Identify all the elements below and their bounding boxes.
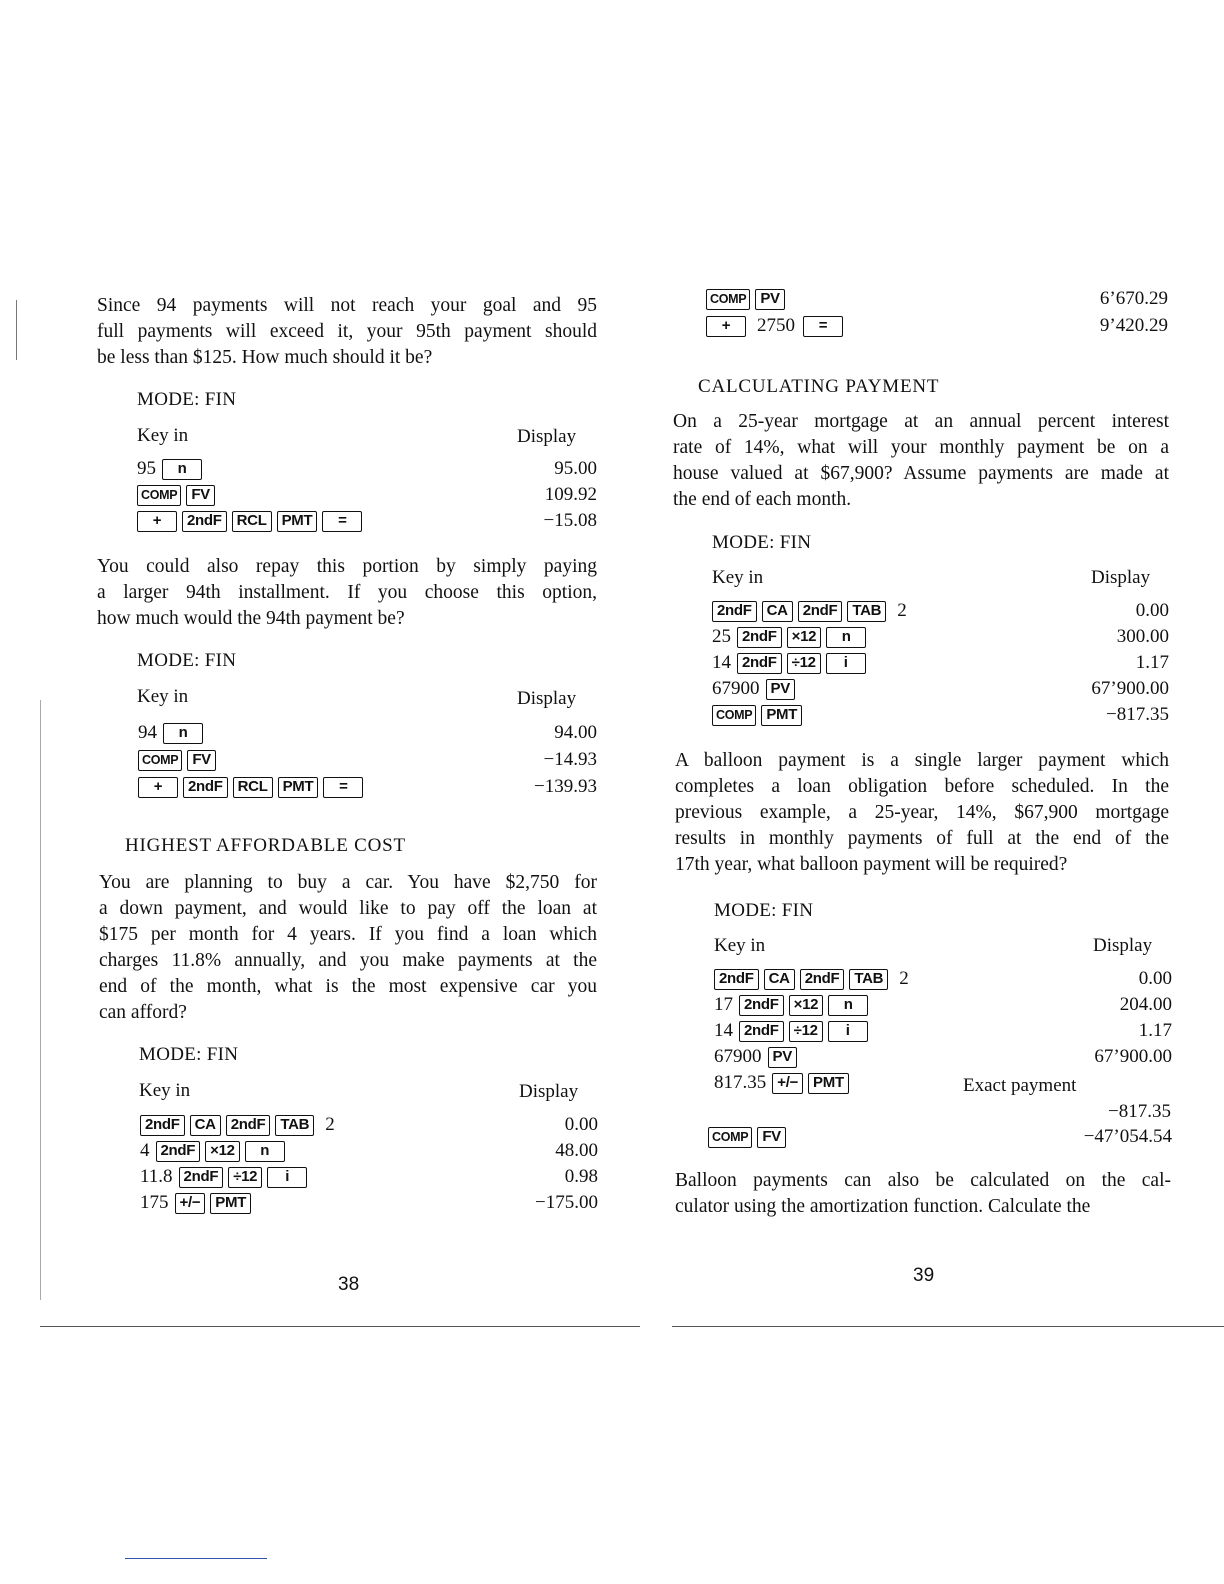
display-value: 1.17 — [1138, 1020, 1172, 1041]
key-sequence — [138, 747, 221, 773]
keystroke-row — [140, 1112, 598, 1138]
mode-label: MODE: FIN — [137, 650, 237, 671]
tab-key[interactable]: TAB — [275, 1115, 314, 1136]
blue-underline-mark — [125, 1558, 267, 1559]
intro-paragraph — [97, 293, 597, 371]
text-line: charges 11.8% annually, and you make payments at the — [99, 950, 597, 971]
display-header: Display — [517, 426, 577, 447]
display-header: Display — [519, 1081, 579, 1102]
section-heading: HIGHEST AFFORDABLE COST — [125, 835, 406, 856]
2ndf-key[interactable]: 2ndF — [798, 601, 843, 622]
pmt-key[interactable]: PMT — [278, 777, 319, 798]
key-sequence — [708, 1124, 791, 1150]
display-value: 0.00 — [1138, 968, 1172, 989]
display-value: 94.00 — [554, 722, 597, 743]
sign-change-key[interactable]: +/− — [772, 1073, 803, 1094]
key-sequence — [714, 1070, 854, 1096]
text-line: You could also repay this portion by simply paying — [97, 556, 597, 577]
display-value: −47’054.54 — [1083, 1126, 1172, 1147]
i-key[interactable]: i — [826, 653, 866, 674]
keystroke-row — [140, 1164, 598, 1190]
text-line: On a 25-year mortgage at an annual percent interest — [673, 411, 1169, 432]
key-sequence — [137, 508, 367, 534]
key-sequence — [712, 676, 800, 702]
display-value: 0.00 — [1135, 600, 1169, 621]
key-in-header: Key in — [714, 935, 766, 956]
ca-key[interactable]: CA — [764, 969, 795, 990]
entry-number: 2 — [899, 968, 909, 989]
key-sequence — [714, 1044, 802, 1070]
display-value: 67’900.00 — [1091, 678, 1169, 699]
plus-key[interactable]: + — [138, 777, 178, 798]
text-line: A balloon payment is a single larger payment which — [675, 750, 1169, 771]
page-bottom-rule — [40, 1326, 640, 1327]
key-sequence — [140, 1112, 343, 1138]
keystroke-row — [137, 482, 597, 508]
keystroke-row — [706, 313, 1168, 339]
pmt-key[interactable]: PMT — [761, 705, 802, 726]
text-line: completes a loan obligation before scheduled. In the — [675, 776, 1169, 797]
entry-number: 94 — [138, 722, 157, 743]
key-sequence — [140, 1190, 256, 1216]
key-sequence — [140, 1164, 312, 1190]
keystroke-row — [714, 1070, 1172, 1096]
text-line: $175 per month for 4 years. If you find a loan which — [99, 924, 597, 945]
display-value: −817.35 — [1106, 704, 1169, 725]
display-value: −175.00 — [535, 1192, 598, 1213]
key-sequence — [712, 702, 807, 728]
display-value: 9’420.29 — [1099, 315, 1168, 336]
div12-key[interactable]: ÷12 — [789, 1021, 823, 1042]
pmt-key[interactable]: PMT — [277, 511, 318, 532]
key-sequence — [137, 482, 220, 508]
times12-key[interactable]: ×12 — [205, 1141, 240, 1162]
keystroke-row — [708, 1124, 1172, 1150]
display-value: 109.92 — [544, 484, 597, 505]
entry-number: 17 — [714, 994, 733, 1015]
text-line: house valued at $67,900? Assume payments are made at — [673, 463, 1169, 484]
text-line: Balloon payments can also be calculated on the cal- — [675, 1170, 1171, 1191]
key-sequence — [706, 286, 790, 312]
pmt-key[interactable]: PMT — [808, 1073, 849, 1094]
page-number: 38 — [338, 1274, 360, 1295]
keystroke-row — [138, 747, 597, 773]
text-line: 17th year, what balloon payment will be required? — [675, 854, 1068, 875]
2ndf-key[interactable]: 2ndF — [140, 1115, 185, 1136]
mode-label: MODE: FIN — [139, 1044, 239, 1065]
key-sequence — [140, 1138, 290, 1164]
n-key[interactable]: n — [163, 723, 203, 744]
equals-key[interactable]: = — [803, 316, 843, 337]
keystroke-row — [714, 1044, 1172, 1070]
display-value: 48.00 — [555, 1140, 598, 1161]
display-value: 67’900.00 — [1094, 1046, 1172, 1067]
entry-number: 175 — [140, 1192, 169, 1213]
rcl-key[interactable]: RCL — [233, 777, 273, 798]
display-value: 0.98 — [564, 1166, 598, 1187]
mode-label: MODE: FIN — [137, 389, 237, 410]
div12-key[interactable]: ÷12 — [787, 653, 821, 674]
key-in-header: Key in — [137, 425, 189, 446]
keystroke-row — [712, 650, 1169, 676]
text-line: results in monthly payments of full at the end of the — [675, 828, 1169, 849]
i-key[interactable]: i — [828, 1021, 868, 1042]
div12-key[interactable]: ÷12 — [228, 1167, 262, 1188]
display-header: Display — [1093, 935, 1153, 956]
entry-number: 817.35 — [714, 1072, 767, 1093]
n-key[interactable]: n — [245, 1141, 285, 1162]
key-sequence — [138, 774, 368, 800]
text-line: culator using the amortization function. Calculate the — [675, 1196, 1091, 1217]
pv-key[interactable]: PV — [755, 289, 784, 310]
2ndf-key[interactable]: 2ndF — [712, 601, 757, 622]
key-sequence — [714, 1018, 873, 1044]
n-key[interactable]: n — [826, 627, 866, 648]
ca-key[interactable]: CA — [190, 1115, 221, 1136]
text-line: can afford? — [99, 1002, 187, 1023]
key-sequence — [137, 456, 207, 482]
2ndf-key[interactable]: 2ndF — [739, 995, 784, 1016]
plus-key[interactable]: + — [137, 511, 177, 532]
keystroke-row — [706, 286, 1168, 312]
section-heading: CALCULATING PAYMENT — [698, 376, 940, 397]
text-line: how much would the 94th payment be? — [97, 608, 405, 629]
key-sequence — [706, 313, 848, 339]
car-paragraph — [99, 870, 597, 1026]
scan-margin-mark — [40, 700, 41, 1300]
pv-key[interactable]: PV — [768, 1047, 797, 1068]
equals-key[interactable]: = — [322, 511, 362, 532]
pmt-key[interactable]: PMT — [210, 1193, 251, 1214]
text-line: You are planning to buy a car. You have $2,750 for — [99, 872, 597, 893]
keystroke-row — [712, 624, 1169, 650]
sign-change-key[interactable]: +/− — [175, 1193, 206, 1214]
text-line: rate of 14%, what will your monthly payment be on a — [673, 437, 1169, 458]
display-value: 1.17 — [1135, 652, 1169, 673]
2ndf-key[interactable]: 2ndF — [156, 1141, 201, 1162]
n-key[interactable]: n — [162, 459, 202, 480]
exact-payment-value: −817.35 — [1108, 1101, 1171, 1122]
tab-key[interactable]: TAB — [847, 601, 886, 622]
keystroke-row — [140, 1190, 598, 1216]
mortgage-paragraph — [673, 409, 1169, 513]
key-sequence — [712, 598, 915, 624]
keystroke-row — [138, 774, 597, 800]
fv-key[interactable]: FV — [757, 1127, 786, 1148]
key-sequence — [138, 720, 208, 746]
keystroke-row — [137, 456, 597, 482]
display-value: −139.93 — [534, 776, 597, 797]
entry-number: 11.8 — [140, 1166, 173, 1187]
keystroke-row — [714, 992, 1172, 1018]
2ndf-key[interactable]: 2ndF — [737, 627, 782, 648]
ca-key[interactable]: CA — [762, 601, 793, 622]
text-line: full payments will exceed it, your 95th payment should — [97, 321, 597, 342]
mode-label: MODE: FIN — [712, 532, 812, 553]
keystroke-row — [137, 508, 597, 534]
keystroke-row — [714, 966, 1172, 992]
2ndf-key[interactable]: 2ndF — [737, 653, 782, 674]
plus-key[interactable]: + — [706, 316, 746, 337]
display-value: 6’670.29 — [1099, 288, 1168, 309]
entry-number: 2750 — [757, 315, 795, 336]
times12-key[interactable]: ×12 — [787, 627, 822, 648]
page-number: 39 — [913, 1265, 935, 1286]
display-value: −14.93 — [543, 749, 597, 770]
display-value: 95.00 — [554, 458, 597, 479]
amortization-paragraph — [675, 1168, 1171, 1220]
2ndf-key[interactable]: 2ndF — [800, 969, 845, 990]
page-bottom-rule — [672, 1326, 1224, 1327]
2ndf-key[interactable]: 2ndF — [179, 1167, 224, 1188]
text-line: previous example, a 25-year, 14%, $67,900 mortgage — [675, 802, 1169, 823]
comp-key[interactable]: COMP — [708, 1127, 752, 1148]
2ndf-key[interactable]: 2ndF — [739, 1021, 784, 1042]
display-header: Display — [517, 688, 577, 709]
fv-key[interactable]: FV — [186, 485, 215, 506]
rcl-key[interactable]: RCL — [232, 511, 272, 532]
comp-key[interactable]: COMP — [138, 750, 182, 771]
2ndf-key[interactable]: 2ndF — [226, 1115, 271, 1136]
keystroke-row — [140, 1138, 598, 1164]
2ndf-key[interactable]: 2ndF — [714, 969, 759, 990]
entry-number: 2 — [325, 1114, 335, 1135]
key-in-header: Key in — [137, 686, 189, 707]
i-key[interactable]: i — [267, 1167, 307, 1188]
text-line: a down payment, and would like to pay off the loan at — [99, 898, 597, 919]
entry-number: 2 — [897, 600, 907, 621]
entry-number: 14 — [712, 652, 731, 673]
display-value: −15.08 — [543, 510, 597, 531]
keystroke-row — [138, 720, 597, 746]
comp-key[interactable]: COMP — [137, 485, 181, 506]
key-in-header: Key in — [712, 567, 764, 588]
pv-key[interactable]: PV — [766, 679, 795, 700]
2ndf-key[interactable]: 2ndF — [182, 511, 227, 532]
keystroke-row — [712, 702, 1169, 728]
comp-key[interactable]: COMP — [712, 705, 756, 726]
times12-key[interactable]: ×12 — [789, 995, 824, 1016]
fv-key[interactable]: FV — [187, 750, 216, 771]
entry-number: 67900 — [712, 678, 760, 699]
entry-number: 67900 — [714, 1046, 762, 1067]
entry-number: 4 — [140, 1140, 150, 1161]
display-value: 300.00 — [1116, 626, 1169, 647]
key-sequence — [714, 992, 873, 1018]
text-line: Since 94 payments will not reach your goal and 95 — [97, 295, 597, 316]
option-paragraph — [97, 554, 597, 632]
display-header: Display — [1091, 567, 1151, 588]
entry-number: 25 — [712, 626, 731, 647]
tab-key[interactable]: TAB — [849, 969, 888, 990]
entry-number: 95 — [137, 458, 156, 479]
right-page — [612, 0, 1224, 1584]
key-sequence — [712, 624, 871, 650]
keystroke-row — [712, 598, 1169, 624]
exact-payment-label: Exact payment — [963, 1075, 1077, 1096]
display-value: 204.00 — [1119, 994, 1172, 1015]
display-value: 0.00 — [564, 1114, 598, 1135]
comp-key[interactable]: COMP — [706, 289, 750, 310]
keystroke-row — [714, 1018, 1172, 1044]
2ndf-key[interactable]: 2ndF — [183, 777, 228, 798]
scan-margin-mark — [16, 300, 17, 360]
entry-number: 14 — [714, 1020, 733, 1041]
key-sequence — [714, 966, 917, 992]
balloon-paragraph — [675, 748, 1169, 878]
key-sequence — [712, 650, 871, 676]
equals-key[interactable]: = — [323, 777, 363, 798]
key-in-header: Key in — [139, 1080, 191, 1101]
text-line: a larger 94th installment. If you choose this option, — [97, 582, 597, 603]
text-line: be less than $125. How much should it be? — [97, 347, 433, 368]
keystroke-row — [712, 676, 1169, 702]
text-line: end of the month, what is the most expensive car you — [99, 976, 597, 997]
n-key[interactable]: n — [828, 995, 868, 1016]
text-line: the end of each month. — [673, 489, 852, 510]
mode-label: MODE: FIN — [714, 900, 814, 921]
